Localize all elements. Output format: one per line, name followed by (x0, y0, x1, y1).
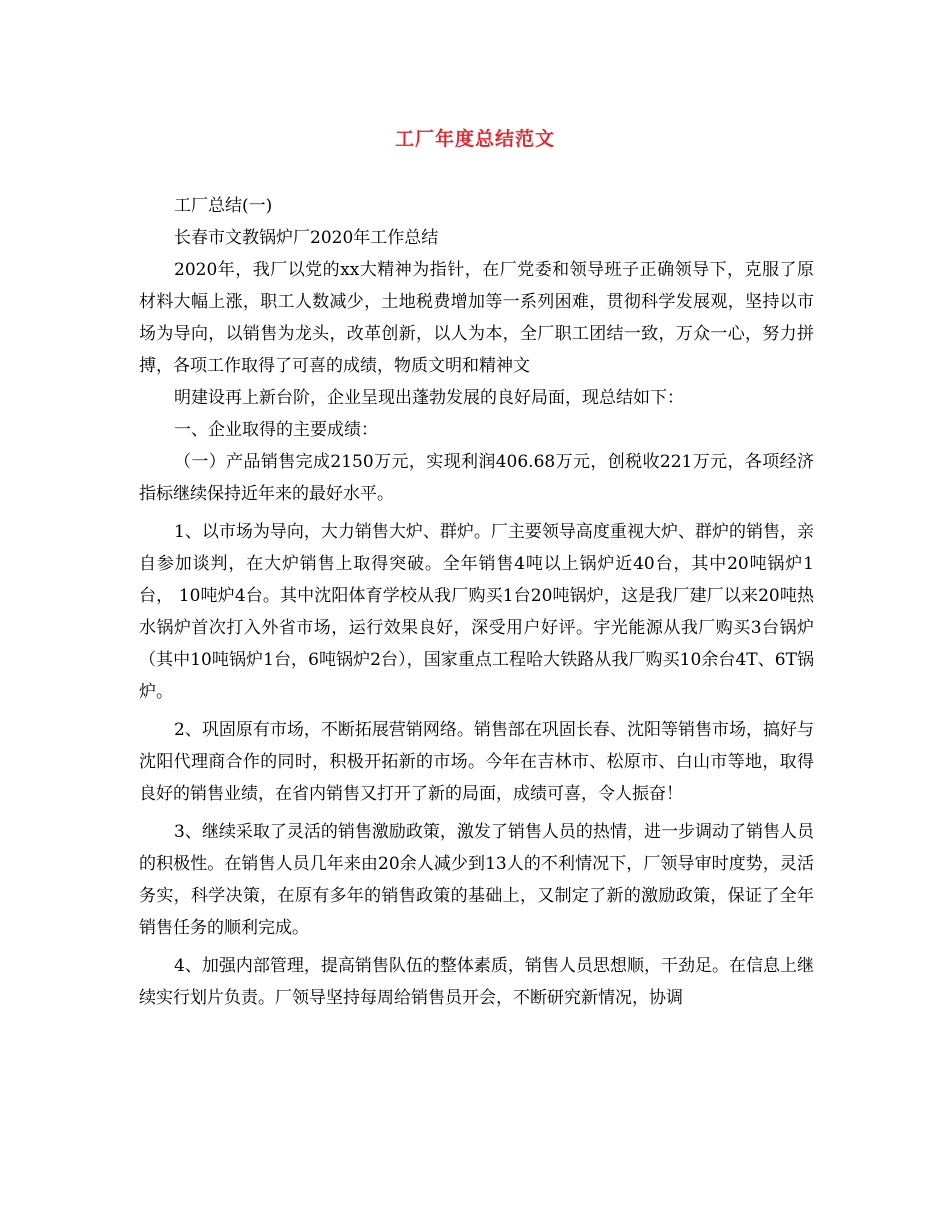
section-heading: 工厂总结(一) (174, 196, 273, 216)
report-title: 长春市文教锅炉厂2020年工作总结 (174, 228, 439, 248)
document-body (139, 190, 814, 1014)
paragraph-item-2: 2、巩固原有市场，不断拓展营销网络。销售部在巩固长春、沈阳等销售市场，搞好与沈阳代理商合作的同时，积极开拓新的市场。今年在吉林市、松原市、白山市等地，取得良好的销售业绩，在省内销售又打开了新的局面，成绩可喜，令人振奋！ (139, 720, 814, 804)
paragraph-item-4: 4、加强内部管理，提高销售队伍的整体素质，销售人员思想顺，干劲足。在信息上继续实行划片负责。厂领导坚持每周给销售员开会，不断研究新情况，协调 (139, 956, 814, 1008)
paragraph-intro: 2020年，我厂以党的xx大精神为指针，在厂党委和领导班子正确领导下，克服了原材料大幅上涨，职工人数减少，土地税费增加等一系列困难，贯彻科学发展观，坚持以市场为导向，以销售为龙头，改革创新，以人为本，全厂职工团结一致，万众一心，努力拼搏，各项工作取得了可喜的成绩，物质文明和精神文 (139, 260, 814, 376)
paragraph-intro-continued: 明建设再上新台阶，企业呈现出蓬勃发展的良好局面，现总结如下： (174, 388, 684, 408)
document-title: 工厂年度总结范文 (394, 128, 555, 150)
section-achievements-heading: 一、企业取得的主要成绩： (174, 420, 378, 440)
paragraph-item-3: 3、继续采取了灵活的销售激励政策，激发了销售人员的热情，进一步调动了销售人员的积极性。在销售人员几年来由20余人减少到13人的不利情况下，厂领导审时度势，灵活务实，科学决策，在原有多年的销售政策的基础上，又制定了新的激励政策，保证了全年销售任务的顺利完成。 (139, 822, 814, 938)
paragraph-item-1: 1、以市场为导向，大力销售大炉、群炉。厂主要领导高度重视大炉、群炉的销售，亲自参加谈判，在大炉销售上取得突破。全年销售4吨以上锅炉近40台，其中20吨锅炉1台， 10吨炉4台。其中沈阳体育学校从我厂购买1台20吨锅炉，这是我厂建厂以来20吨热水锅炉首次打入外省市场，运行效果良好，深受用户好评。宇光能源从我厂购买3台锅炉（其中10吨锅炉1台，6吨锅炉2台），国家重点工程哈大铁路从我厂购买10余台4T、6T锅炉。 (139, 522, 814, 702)
paragraph-sales-figures: （一）产品销售完成2150万元，实现利润406.68万元，创税收221万元，各项经济指标继续保持近年来的最好水平。 (139, 452, 814, 504)
